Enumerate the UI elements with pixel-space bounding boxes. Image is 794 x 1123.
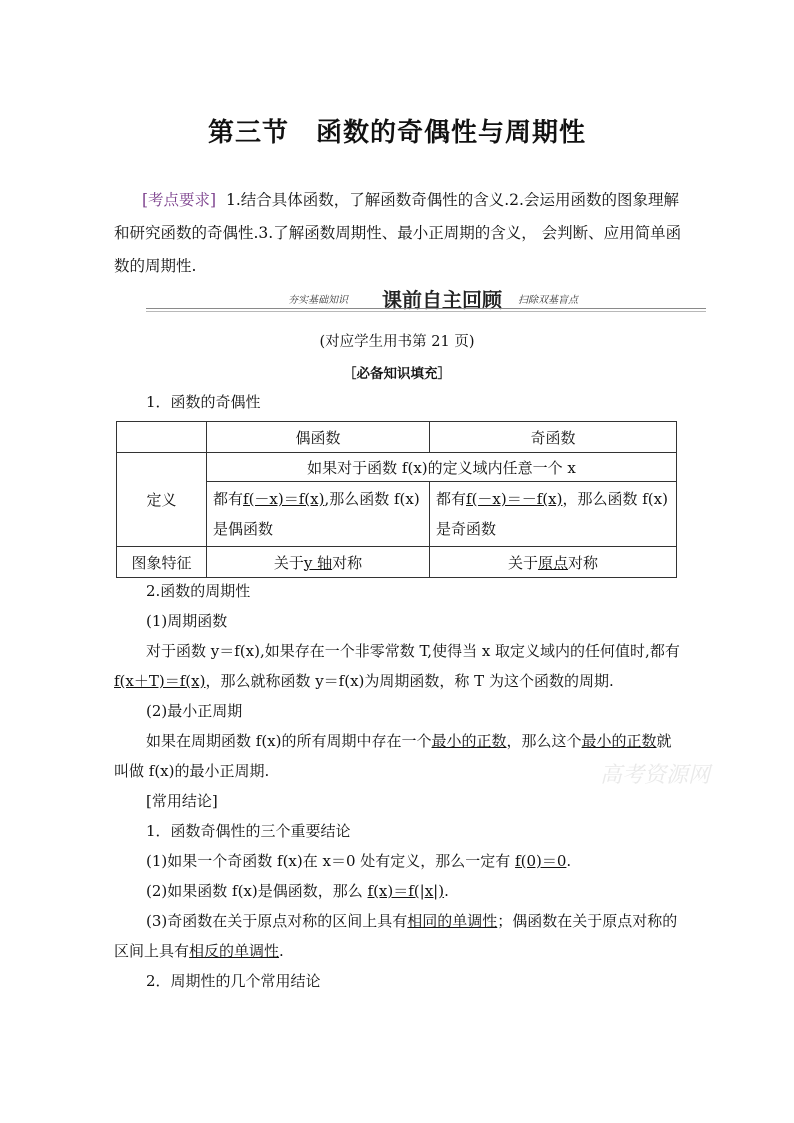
definition-common-cell: 如果对于函数 f(x)的定义域内任意一个 x bbox=[207, 453, 677, 482]
requirements-text: 1.结合具体函数，了解函数奇偶性的含义.2.会运用函数的图象理解和研究函数的奇偶性.3.了解函数周期性、最小正周期的含义， 会判断、应用简单函数的周期性. bbox=[114, 191, 682, 275]
odd-graph-answer: 原点 bbox=[537, 553, 568, 572]
min-period-answer-1: 最小的正数 bbox=[431, 732, 507, 750]
conclusion1-item3 bbox=[114, 906, 684, 966]
c1-3-answer-1: 相同的单调性 bbox=[407, 912, 498, 930]
table-corner-cell bbox=[117, 422, 207, 453]
table-row bbox=[117, 422, 677, 453]
c1-3-text-a: (3)奇函数在关于原点对称的区间上具有 bbox=[146, 912, 408, 930]
table-row bbox=[117, 547, 677, 578]
min-period-text-b: ，那么这个 bbox=[506, 732, 582, 750]
c1-1-end: . bbox=[566, 852, 572, 870]
odd-def-formula: f(－x)＝－f(x) bbox=[466, 490, 563, 508]
min-period-text-a: 如果在周期函数 f(x)的所有周期中存在一个 bbox=[146, 732, 432, 750]
c1-1-answer: f(0)＝0 bbox=[515, 852, 567, 870]
c1-3-answer-2: 相反的单调性 bbox=[189, 942, 280, 960]
periodic-formula: f(x＋T)＝f(x) bbox=[114, 672, 206, 690]
c1-2-end: . bbox=[444, 882, 449, 900]
conclusion2-heading: 2．周期性的几个常用结论 bbox=[146, 972, 321, 990]
c1-3-end: . bbox=[279, 942, 284, 960]
conclusion1-item1 bbox=[114, 846, 684, 876]
banner-divider bbox=[146, 308, 706, 309]
periodic-function-heading: (1)周期函数 bbox=[146, 612, 228, 630]
periodic-function-paragraph bbox=[114, 636, 684, 696]
banner-right-text: 扫除双基盲点 bbox=[518, 295, 578, 306]
requirements-tag: [考点要求] bbox=[142, 191, 217, 209]
row-label-graph: 图象特征 bbox=[117, 547, 207, 578]
conclusion1-heading: 1．函数奇偶性的三个重要结论 bbox=[146, 822, 351, 840]
conclusions-label: [常用结论] bbox=[146, 792, 218, 810]
watermark-text: 高考资源网 bbox=[600, 763, 711, 788]
odd-def-prefix: 都有 bbox=[436, 490, 467, 508]
even-def-suffix: ,那么函数 f(x)是偶函数 bbox=[213, 490, 420, 538]
periodic-content bbox=[114, 606, 684, 996]
c1-1-text: (1)如果一个奇函数 f(x)在 x＝0 处有定义，那么一定有 bbox=[146, 852, 516, 870]
header-even: 偶函数 bbox=[207, 422, 430, 453]
odd-graph-cell bbox=[430, 547, 677, 578]
banner-divider-secondary bbox=[146, 311, 706, 312]
conclusion1-item2 bbox=[114, 876, 684, 906]
parity-definition-table bbox=[116, 421, 677, 578]
table-row bbox=[117, 453, 677, 482]
c1-3-text-b: ；偶函数在关于原点对称的区间上具有 bbox=[114, 912, 678, 960]
c1-2-answer: f(x)＝f(|x|) bbox=[367, 882, 445, 900]
knowledge-subheading: ［必备知识填充］ bbox=[343, 366, 451, 382]
even-graph-prefix: 关于 bbox=[273, 553, 304, 572]
min-period-heading: (2)最小正周期 bbox=[146, 702, 243, 720]
requirements-block bbox=[114, 184, 684, 283]
odd-definition-cell bbox=[430, 482, 677, 547]
banner-title: 课前自主回顾 bbox=[382, 288, 502, 312]
requirements-paragraph bbox=[114, 184, 684, 283]
periodic-text-b: ，那么就称函数 y＝f(x)为周期函数，称 T 为这个函数的周期. bbox=[205, 672, 614, 690]
section2-heading: 2.函数的周期性 bbox=[146, 582, 251, 600]
odd-def-suffix: ，那么函数 f(x)是奇函数 bbox=[436, 490, 668, 538]
odd-graph-suffix: 对称 bbox=[568, 553, 599, 572]
header-odd: 奇函数 bbox=[430, 422, 677, 453]
periodic-text-a: 对于函数 y＝f(x),如果存在一个非零常数 T,使得当 x 取定义域内的任何值时,都有 bbox=[146, 642, 680, 660]
min-period-paragraph bbox=[114, 726, 684, 786]
even-graph-answer: y 轴 bbox=[303, 553, 333, 572]
section-banner bbox=[146, 284, 706, 314]
even-graph-cell bbox=[207, 547, 430, 578]
c1-2-text: (2)如果函数 f(x)是偶函数，那么 bbox=[146, 882, 368, 900]
even-def-formula: f(－x)＝f(x) bbox=[243, 490, 325, 508]
page-title: 第三节 函数的奇偶性与周期性 bbox=[207, 118, 586, 148]
min-period-answer-2: 最小的正数 bbox=[581, 732, 657, 750]
banner-left-text: 夯实基础知识 bbox=[288, 295, 348, 306]
row-label-definition: 定义 bbox=[117, 453, 207, 547]
odd-graph-prefix: 关于 bbox=[507, 553, 538, 572]
even-definition-cell bbox=[207, 482, 430, 547]
book-reference: (对应学生用书第 21 页) bbox=[319, 334, 475, 350]
section1-heading: 1．函数的奇偶性 bbox=[146, 393, 261, 411]
min-period-text-c: 就叫做 f(x)的最小正周期. bbox=[114, 732, 672, 780]
even-graph-suffix: 对称 bbox=[332, 553, 363, 572]
even-def-prefix: 都有 bbox=[213, 490, 244, 508]
